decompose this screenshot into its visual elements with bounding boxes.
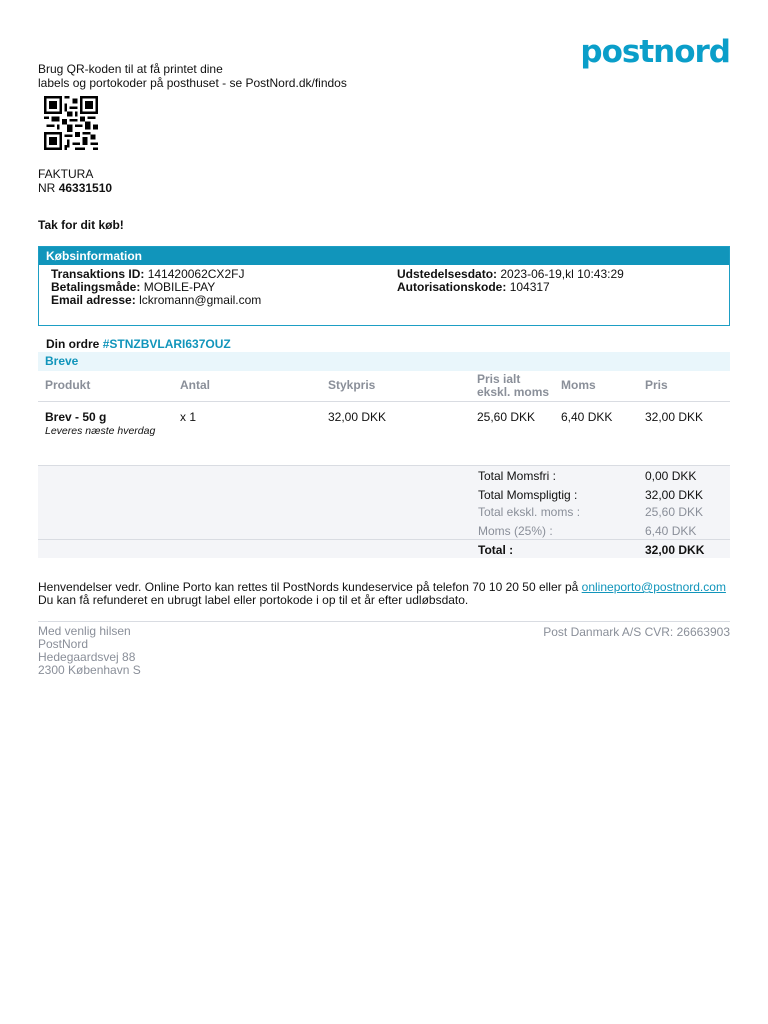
issued-date-label: Udstedelsesdato:: [397, 267, 498, 281]
payment-method-label: Betalingsmåde:: [51, 280, 141, 294]
total-vat-free-label: Total Momsfri :: [478, 469, 557, 483]
row-delivery-note: Leveres næste hverdag: [45, 425, 156, 437]
order-id: #STNZBVLARI637OUZ: [102, 337, 231, 351]
invoice-nr-label: NR: [38, 181, 56, 195]
row-vat: 6,40 DKK: [561, 410, 613, 424]
total-vat-liable-value: 32,00 DKK: [645, 488, 704, 502]
invoice-header: [38, 167, 112, 195]
qr-instructions-line2: labels og portokoder på posthuset - se PostNord.dk/findos: [38, 76, 347, 90]
grand-total-label: Total :: [478, 543, 514, 557]
purchase-info-heading: Købsinformation: [39, 247, 729, 265]
purchase-info-box: [38, 246, 730, 326]
email-value: lckromann@gmail.com: [139, 293, 262, 307]
transaction-id-value: 141420062CX2FJ: [147, 267, 245, 281]
contact-text: Henvendelser vedr. Online Porto kan rettes til PostNords kundeservice på telefon 70 10 20 50 eller på: [38, 580, 579, 594]
totals-section: [38, 465, 730, 558]
order-line: [46, 337, 231, 351]
row-product-name: Brev - 50 g: [45, 410, 107, 424]
row-qty: x 1: [180, 410, 197, 424]
header-price-ex-vat-line2: ekskl. moms: [477, 385, 550, 399]
purchase-info-left: [51, 268, 261, 307]
header-product: Produkt: [45, 378, 91, 392]
row-unit-price: 32,00 DKK: [328, 410, 387, 424]
qr-instructions: [38, 62, 347, 90]
contact-line2: Du kan få refunderet en ubrugt label eller portokode i op til et år efter udløbsdato.: [38, 593, 469, 607]
footer-divider: [38, 621, 730, 622]
contact-info: [38, 581, 726, 607]
email-label: Email adresse:: [51, 293, 136, 307]
header-price-ex-vat: [477, 373, 549, 399]
footer-company: PostNord: [38, 637, 89, 651]
footer-address: [38, 625, 141, 677]
row-price-ex-vat: 25,60 DKK: [477, 410, 536, 424]
total-vat-free-value: 0,00 DKK: [645, 469, 697, 483]
payment-method-value: MOBILE-PAY: [143, 280, 216, 294]
total-vat-liable-label: Total Momspligtig :: [478, 488, 578, 502]
purchase-info-right: [397, 268, 624, 294]
row-product-cell: [45, 411, 155, 438]
invoice-number-line: [38, 181, 112, 195]
total-ex-vat-value: 25,60 DKK: [645, 505, 704, 519]
header-price: Pris: [645, 378, 668, 392]
footer-city: 2300 København S: [38, 663, 141, 677]
vat-amount-value: 6,40 DKK: [645, 524, 697, 538]
vat-amount-label: Moms (25%) :: [478, 524, 553, 538]
qr-instructions-line1: Brug QR-koden til at få printet dine: [38, 62, 223, 76]
table-header-divider: [38, 401, 730, 402]
invoice-label: FAKTURA: [38, 167, 94, 181]
thank-you-message: Tak for dit køb!: [38, 218, 124, 232]
header-unit-price: Stykpris: [328, 378, 376, 392]
auth-code-value: 104317: [509, 280, 550, 294]
grand-total-value: 32,00 DKK: [645, 543, 705, 557]
totals-divider: [38, 539, 730, 540]
header-price-ex-vat-line1: Pris ialt: [477, 372, 521, 386]
issued-date-value: 2023-06-19,kl 10:43:29: [500, 267, 624, 281]
qr-code-icon: [44, 96, 98, 150]
footer-street: Hedegaardsvej 88: [38, 650, 136, 664]
support-email-link[interactable]: onlineporto@postnord.com: [581, 580, 726, 594]
postnord-logo: postnord: [580, 34, 730, 70]
category-row: Breve: [38, 352, 730, 371]
row-price: 32,00 DKK: [645, 410, 704, 424]
auth-code-label: Autorisationskode:: [397, 280, 507, 294]
invoice-number: 46331510: [58, 181, 113, 195]
footer-cvr: Post Danmark A/S CVR: 26663903: [543, 625, 730, 639]
header-qty: Antal: [180, 378, 210, 392]
footer-greeting: Med venlig hilsen: [38, 624, 131, 638]
total-ex-vat-label: Total ekskl. moms :: [478, 505, 581, 519]
auth-code-row: [397, 281, 624, 294]
header-vat: Moms: [561, 378, 596, 392]
order-label: Din ordre: [46, 337, 100, 351]
transaction-id-label: Transaktions ID:: [51, 267, 145, 281]
email-row: [51, 294, 261, 307]
